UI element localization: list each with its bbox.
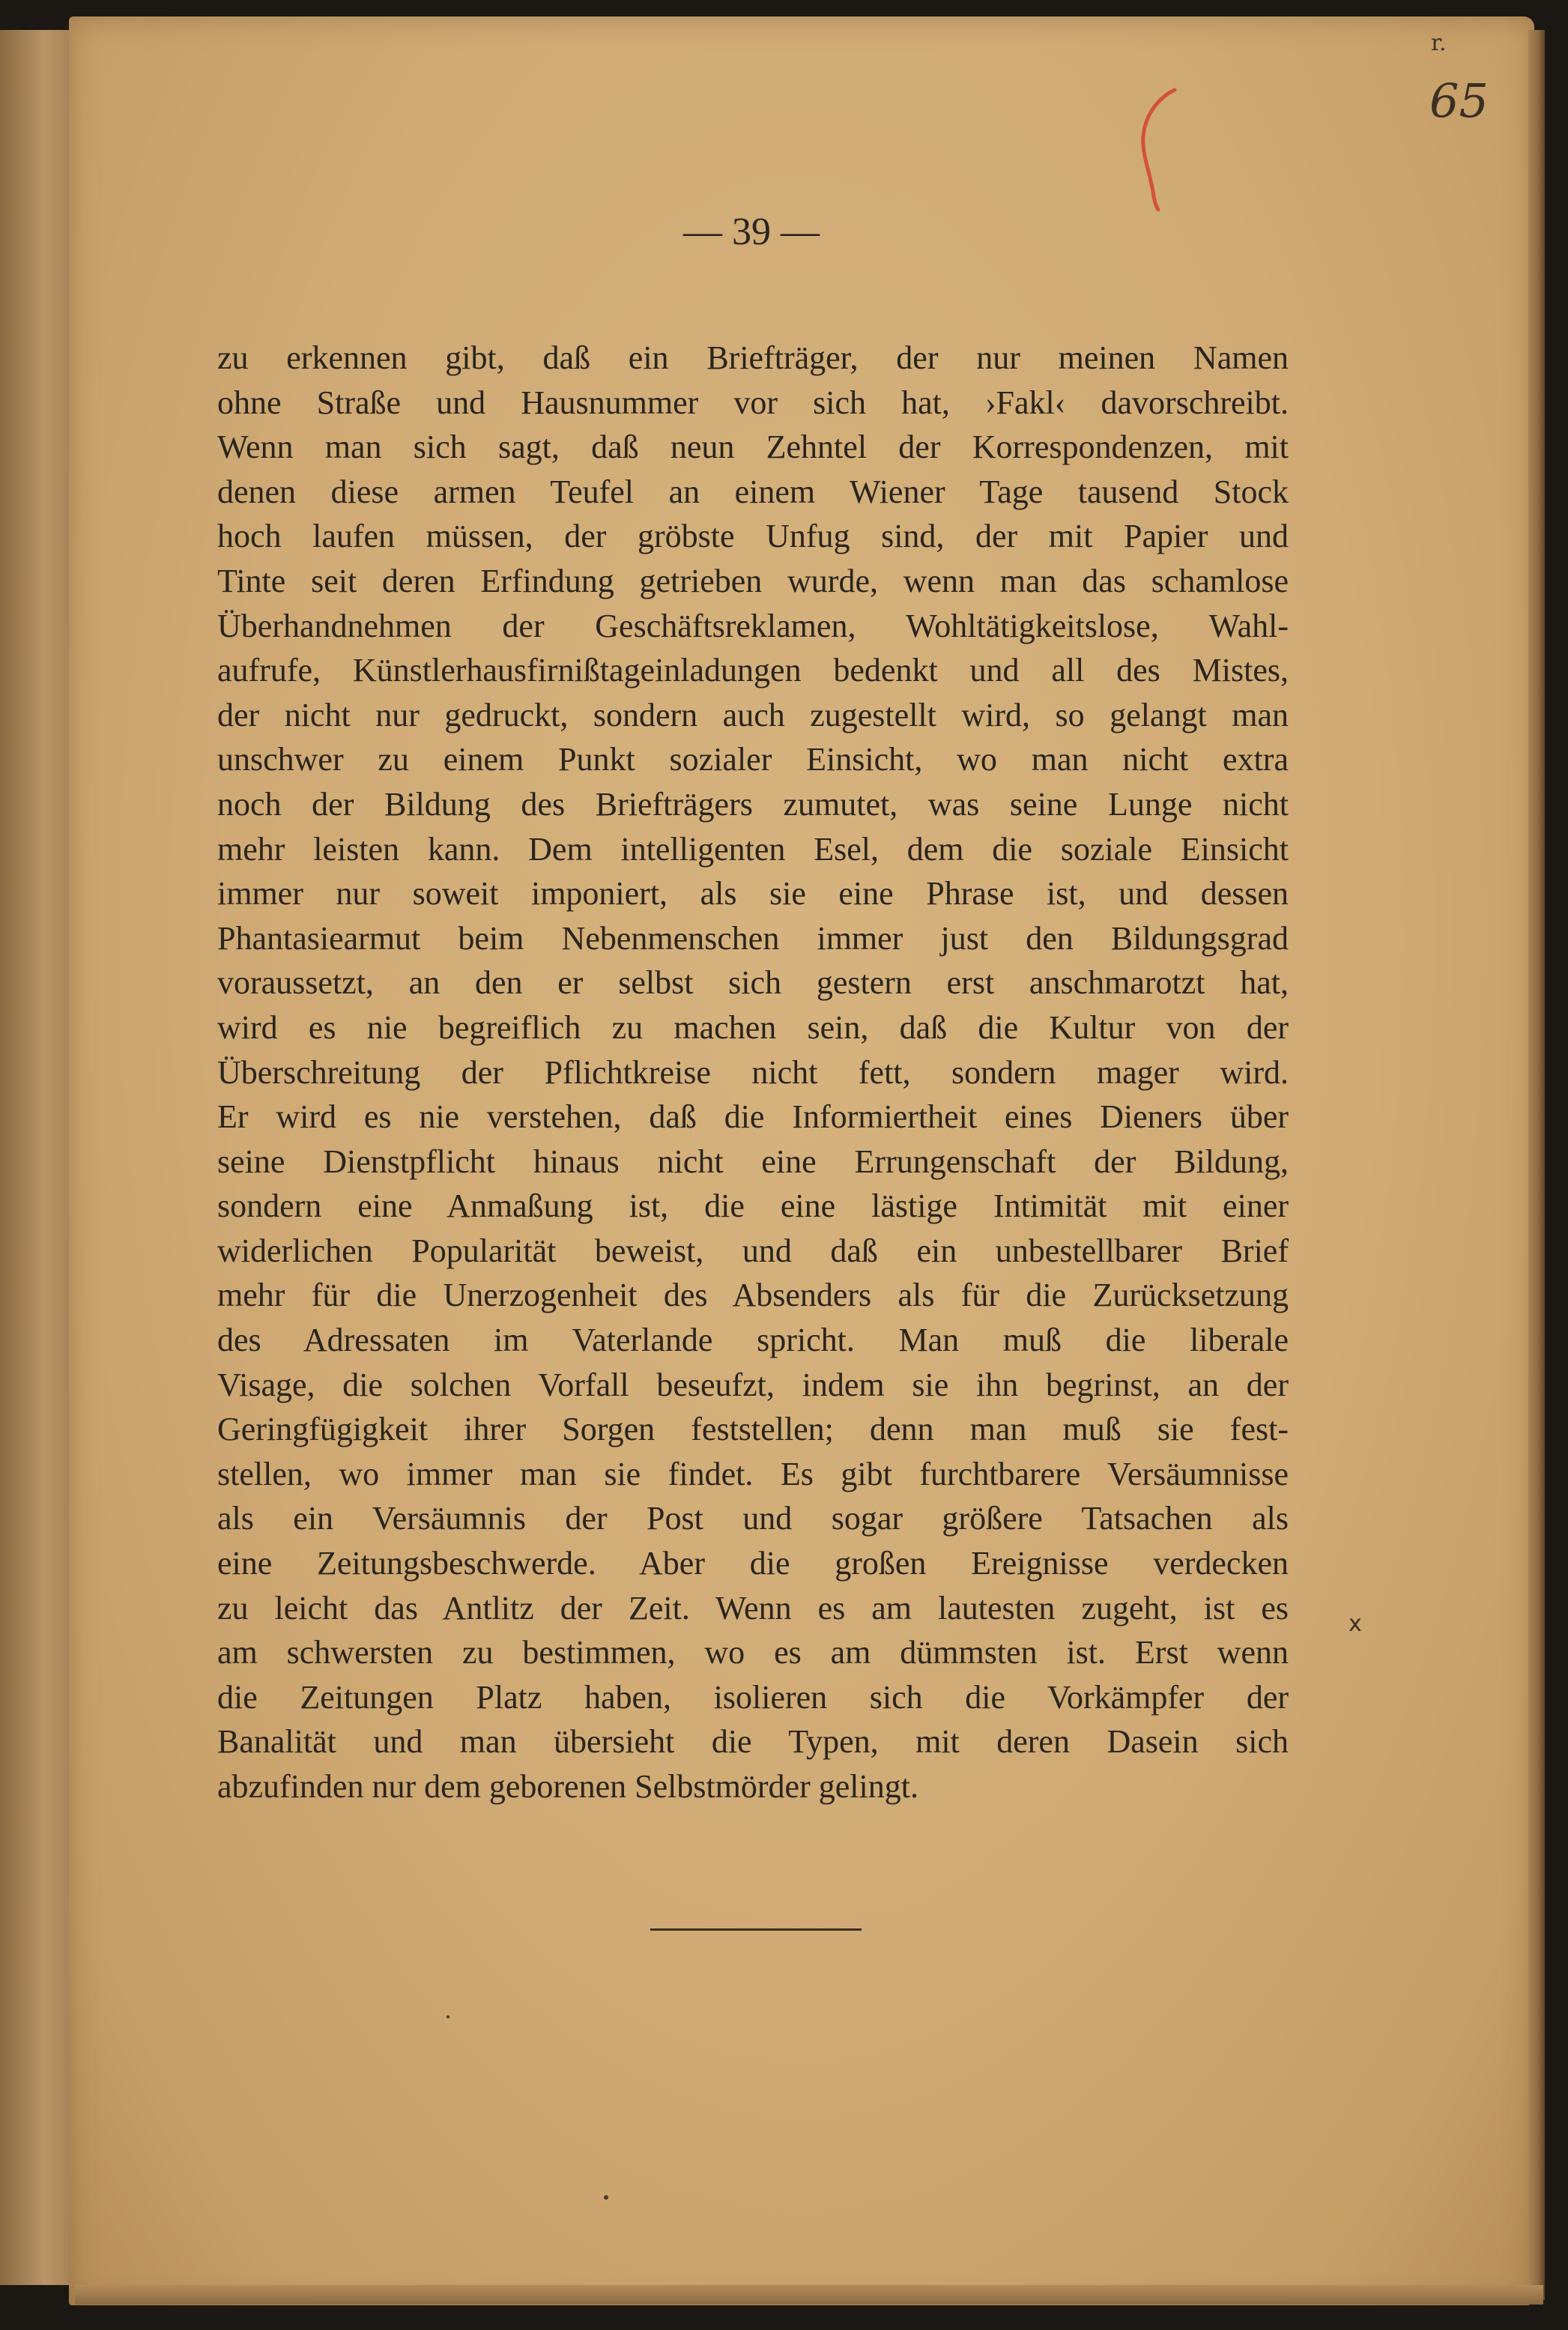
body-text <box>217 336 1289 1809</box>
text-line: mehr für die Unerzogenheit des Absenders als für die Zurücksetzung <box>217 1277 1289 1314</box>
page-bottom-edge <box>75 2285 1543 2305</box>
margin-x-mark: x <box>1348 1611 1362 1637</box>
text-line: ohne Straße und Hausnummer vor sich hat, ›Fakl‹ davorschreibt. <box>217 384 1289 421</box>
text-line: Geringfügigkeit ihrer Sorgen feststellen; denn man muß sie fest- <box>217 1411 1289 1448</box>
paper-speck <box>604 2195 608 2200</box>
text-line: als ein Versäumnis der Post und sogar größere Tatsachen als <box>217 1500 1289 1537</box>
text-line: Phantasiearmut beim Nebenmenschen immer just den Bildungsgrad <box>217 919 1289 957</box>
text-line: voraussetzt, an den er selbst sich gestern erst anschmarotzt hat, <box>217 964 1289 1002</box>
text-line: seine Dienstpflicht hinaus nicht eine Errungenschaft der Bildung, <box>217 1143 1289 1180</box>
text-line: zu erkennen gibt, daß ein Briefträger, der nur meinen Namen <box>217 339 1289 376</box>
text-line: des Adressaten im Vaterlande spricht. Man muß die liberale <box>217 1322 1289 1359</box>
text-line: denen diese armen Teufel an einem Wiener Tage tausend Stock <box>217 473 1289 510</box>
text-line: sondern eine Anmaßung ist, die eine lästige Intimität mit einer <box>217 1187 1289 1225</box>
text-line: noch der Bildung des Briefträgers zumutet, was seine Lunge nicht <box>217 785 1289 823</box>
corner-pencil-mark: r. <box>1431 30 1447 56</box>
text-line: die Zeitungen Platz haben, isolieren sich die Vorkämpfer der <box>217 1678 1289 1716</box>
text-line: Überhandnehmen der Geschäftsreklamen, Wohltätigkeitslose, Wahl- <box>217 607 1289 644</box>
paper-speck <box>447 2015 449 2018</box>
text-line: unschwer zu einem Punkt sozialer Einsicht, wo man nicht extra <box>217 741 1289 778</box>
page-number: — 39 — <box>683 211 820 253</box>
text-line: abzufinden nur dem geborenen Selbstmörder gelingt. <box>217 1768 918 1805</box>
red-pencil-mark <box>1122 84 1190 211</box>
text-line: hoch laufen müssen, der gröbste Unfug sind, der mit Papier und <box>217 518 1289 555</box>
text-line: Wenn man sich sagt, daß neun Zehntel der Korrespondenzen, mit <box>217 429 1289 466</box>
text-line: eine Zeitungsbeschwerde. Aber die großen Ereignisse verdecken <box>217 1545 1289 1582</box>
text-line: aufrufe, Künstlerhausfirnißtageinladungen bedenkt und all des Mistes, <box>217 652 1289 689</box>
text-line: mehr leisten kann. Dem intelligenten Esel, dem die soziale Einsicht <box>217 830 1289 868</box>
text-line: Visage, die solchen Vorfall beseufzt, indem sie ihn begrinst, an der <box>217 1366 1289 1403</box>
text-line: der nicht nur gedruckt, sondern auch zugestellt wird, so gelangt man <box>217 696 1289 733</box>
text-line: wird es nie begreiflich zu machen sein, daß die Kultur von der <box>217 1008 1289 1046</box>
text-line: stellen, wo immer man sie findet. Es gibt furchtbarere Versäumnisse <box>217 1455 1289 1492</box>
handwritten-folio-number: 65 <box>1429 73 1489 128</box>
text-line: Tinte seit deren Erfindung getrieben wurde, wenn man das schamlose <box>217 562 1289 599</box>
text-line: am schwersten zu bestimmen, wo es am dümmsten ist. Erst wenn <box>217 1634 1289 1671</box>
text-line: Banalität und man übersieht die Typen, mit deren Dasein sich <box>217 1723 1289 1761</box>
text-line: Überschreitung der Pflichtkreise nicht fett, sondern mager wird. <box>217 1053 1289 1091</box>
text-line: zu leicht das Antlitz der Zeit. Wenn es am lautesten zugeht, ist es <box>217 1589 1289 1627</box>
text-line: Er wird es nie verstehen, daß die Informiertheit eines Dieners über <box>217 1098 1289 1136</box>
page-stack-edge <box>1528 30 1545 2300</box>
text-line: immer nur soweit imponiert, als sie eine Phrase ist, und dessen <box>217 875 1289 913</box>
text-line: widerlichen Popularität beweist, und daß ein unbestellbarer Brief <box>217 1232 1289 1269</box>
section-rule <box>650 1928 862 1931</box>
